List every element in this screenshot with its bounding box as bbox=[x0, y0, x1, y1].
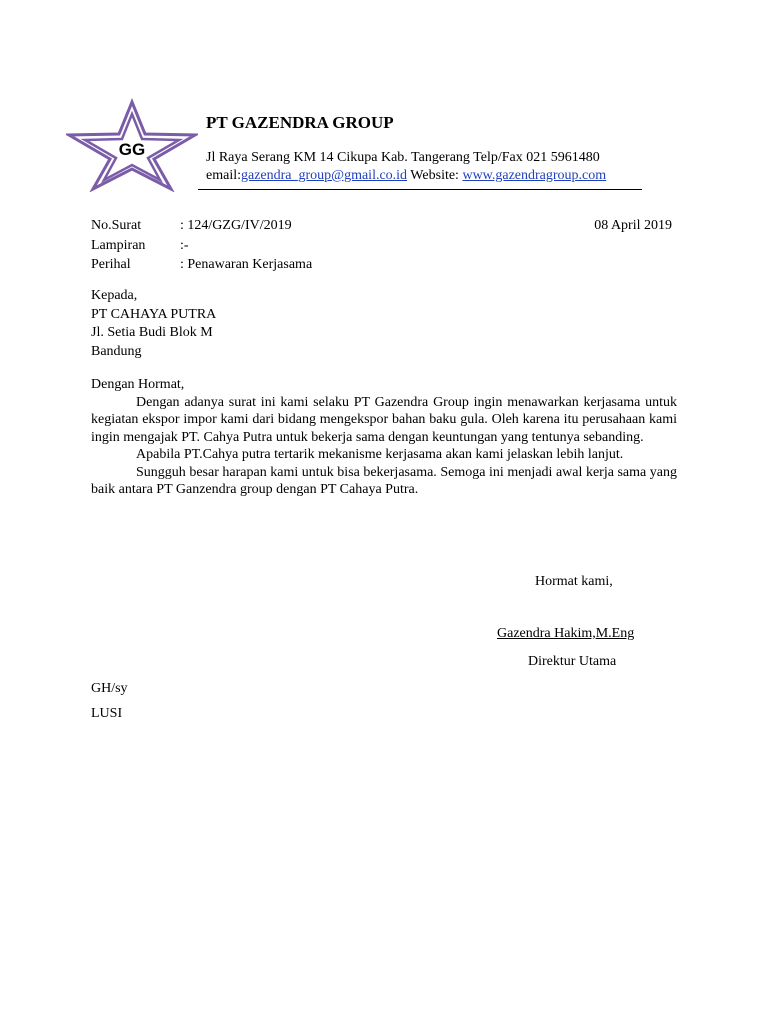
recipient-city: Bandung bbox=[91, 343, 142, 359]
reference-initials: GH/sy bbox=[91, 681, 128, 696]
recipient-name: PT CAHAYA PUTRA bbox=[91, 306, 217, 322]
nosurat-value: : 124/GZG/IV/2019 bbox=[180, 218, 292, 233]
company-contact bbox=[206, 168, 606, 184]
logo-text: GG bbox=[118, 140, 146, 159]
recipient-street: Jl. Setia Budi Blok M bbox=[91, 325, 213, 340]
meta-row-perihal bbox=[91, 255, 312, 275]
signer-position: Direktur Utama bbox=[528, 654, 617, 669]
company-name: PT GAZENDRA GROUP bbox=[206, 113, 394, 132]
company-address: Jl Raya Serang KM 14 Cikupa Kab. Tangerang Telp/Fax 021 5961480 bbox=[206, 150, 600, 165]
letter-body bbox=[91, 376, 677, 499]
company-logo bbox=[66, 98, 198, 192]
body-paragraph-2: Apabila PT.Cahya putra tertarik mekanisme kerjasama akan kami jelaskan lebih lanjut. bbox=[136, 447, 624, 462]
letter-meta bbox=[91, 216, 312, 275]
meta-row-nosurat bbox=[91, 216, 312, 236]
perihal-label: Perihal bbox=[91, 257, 131, 272]
header-divider bbox=[198, 189, 642, 190]
meta-row-lampiran bbox=[91, 236, 312, 256]
website-label: Website: bbox=[407, 168, 463, 183]
email-link[interactable]: gazendra_group@gmail.co.id bbox=[241, 168, 408, 183]
body-paragraph-3: Sungguh besar harapan kami untuk bisa bekerjasama. Semoga ini menjadi awal kerja sama yang baik antara PT Ganzendra group dengan PT Cahaya Putra. bbox=[91, 464, 677, 497]
signer-name: Gazendra Hakim,M.Eng bbox=[497, 626, 635, 641]
body-paragraph-1: Dengan adanya surat ini kami selaku PT Gazendra Group ingin menawarkan kerjasama untuk kegiatan ekspor impor kami dari bidang mengekspor bahan baku gula. Oleh karena itu perusahaan kami ingin mengajak PT. Cahya Putra untuk bekerja sama dengan keuntungan yang tentunya sebanding. bbox=[91, 394, 677, 445]
closing-phrase: Hormat kami, bbox=[535, 574, 613, 589]
website-link[interactable]: www.gazendragroup.com bbox=[462, 168, 607, 183]
typist-name: LUSI bbox=[91, 706, 123, 721]
lampiran-value: :- bbox=[180, 237, 189, 253]
perihal-value: : Penawaran Kerjasama bbox=[180, 257, 313, 272]
nosurat-label: No.Surat bbox=[91, 218, 142, 233]
email-label: email: bbox=[206, 168, 241, 183]
lampiran-label: Lampiran bbox=[91, 237, 146, 253]
greeting: Dengan Hormat, bbox=[91, 377, 185, 392]
recipient-block bbox=[91, 287, 216, 361]
recipient-salutation: Kepada, bbox=[91, 288, 138, 303]
letter-date: 08 April 2019 bbox=[594, 218, 672, 233]
